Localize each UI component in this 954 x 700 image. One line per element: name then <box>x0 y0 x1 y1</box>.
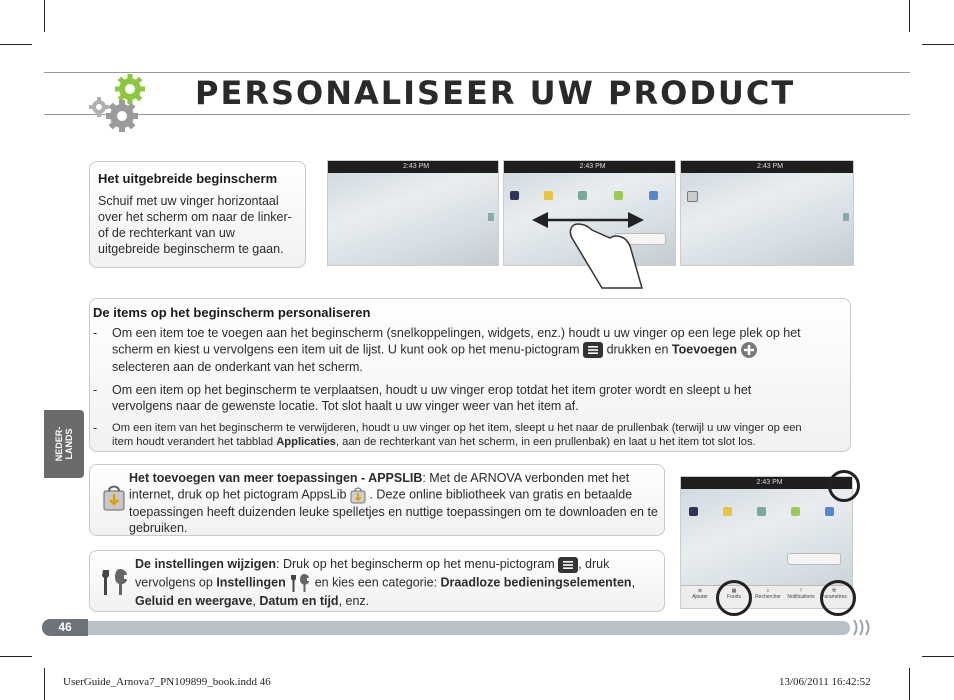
status-bar: 2:43 PM <box>504 161 675 173</box>
app-icon <box>614 191 623 200</box>
menu-item-settings[interactable]: ⚒ Paramètres <box>821 588 847 600</box>
crop-mark <box>0 656 32 657</box>
app-icon <box>510 191 519 200</box>
footer-filename: UserGuide_Arnova7_PN109899_book.indd 46 <box>63 676 271 688</box>
app-icon <box>757 507 766 516</box>
extended-home-title: Het uitgebreide beginscherm <box>98 171 278 186</box>
menu-icon <box>558 557 578 573</box>
screenshot-home-left <box>327 160 499 266</box>
highlight-circle <box>716 580 752 616</box>
crop-mark <box>922 656 954 657</box>
menu-item-add[interactable]: ⊕ Ajouter <box>692 588 708 600</box>
crop-mark <box>44 668 45 700</box>
language-side-tab: NEDER- LANDS <box>44 410 84 478</box>
page-title: PERSONALISEER UW PRODUCT <box>195 74 796 112</box>
app-icon <box>825 507 834 516</box>
swipe-gesture-icon <box>530 206 650 290</box>
app-icon <box>723 507 732 516</box>
app-icon <box>649 191 658 200</box>
app-icon <box>544 191 553 200</box>
crop-mark <box>44 0 45 32</box>
highlight-circle <box>820 580 856 616</box>
status-bar: 2:43 PM <box>328 161 498 173</box>
add-plus-icon <box>740 341 758 359</box>
list-item: - Om een item toe te voegen aan het beginscherm (snelkoppelingen, widgets, enz.) houdt u uw vinger op een lege plek op het scherm en kiest u vervolgens een item uit de lijst. U kunt ook op het menu-pictogram drukken en Toevoegen selecteren aan de onderkant van het scherm. <box>93 326 801 374</box>
menu-item-wallpaper[interactable]: ▦ Fonds <box>727 588 741 600</box>
appslib-box <box>89 464 665 536</box>
customize-list <box>93 325 803 449</box>
search-widget <box>787 553 841 565</box>
list-item: - Om een item van het beginscherm te verwijderen, houdt u uw vinger op het item, sleept u het naar de prullenbak (terwijl u uw vinger op een item houdt verandert het tabblad Applicaties, aan de rechterkant van het scherm, in een prullenbak) en laat u het item tot slot los. <box>93 421 802 448</box>
page-number: 46 <box>42 619 88 636</box>
settings-box <box>89 550 665 612</box>
gears-icon <box>86 72 146 134</box>
status-bar: 2:43 PM <box>681 161 853 173</box>
app-icon <box>578 191 587 200</box>
footer-date: 13/06/2011 16:42:52 <box>779 676 871 688</box>
screenshot-home-right <box>680 160 854 266</box>
menu-icon <box>583 342 603 358</box>
apps-tab-icon <box>488 213 494 221</box>
crop-mark <box>922 44 954 45</box>
customize-box <box>89 298 851 452</box>
settings-icon <box>289 573 311 593</box>
extended-home-text: Schuif met uw vinger horizontaal over het scherm om naar de linker- of de rechterkant van uw uitgebreide beginscherm te gaan. <box>98 194 292 256</box>
title-rule-top <box>44 72 910 73</box>
title-rule-bottom <box>44 114 910 115</box>
page-footer-bar <box>88 621 850 635</box>
appslib-text: Het toevoegen van meer toepassingen - APPSLIB: Met de ARNOVA verbonden met het internet, druk op het pictogram AppsLib . Deze online bibliotheek van gratis en betaalde toepassingen heeft duizenden leuke spelletjes en nuttige toepassingen om te downloaden en te gebruiken. <box>129 471 658 535</box>
app-icon <box>689 507 698 516</box>
appslib-icon <box>350 486 366 504</box>
apps-tab-icon <box>843 213 849 221</box>
footer-arrows-icon <box>852 619 872 636</box>
highlight-circle <box>828 470 860 502</box>
menu-item-notifications[interactable]: ! Notifications <box>787 588 815 600</box>
appslib-bag-icon <box>103 483 125 511</box>
list-item: - Om een item op het beginscherm te verplaatsen, houdt u uw vinger erop totdat het item groter wordt en sleept u het vervolgens naar de gewenste locatie. Tot slot haalt u uw vinger weer van het item af. <box>93 383 752 413</box>
menu-item-search[interactable]: ⌕ Rechercher <box>755 588 781 600</box>
clock-app-icon <box>687 191 698 202</box>
crop-mark <box>909 0 910 32</box>
settings-tools-icon <box>100 567 130 597</box>
crop-mark <box>0 44 32 45</box>
crop-mark <box>909 668 910 700</box>
app-icon <box>791 507 800 516</box>
customize-title: De items op het beginscherm personaliseren <box>93 305 371 320</box>
status-bar: 2:43 PM <box>681 477 852 489</box>
settings-text: De instellingen wijzigen: Druk op het beginscherm op het menu-pictogram , druk vervolgens op Instellingen en kies een categorie: Draadloze bedieningselementen, Geluid en weergave, Datum en tijd, enz. <box>135 557 636 608</box>
extended-home-box <box>89 161 306 268</box>
